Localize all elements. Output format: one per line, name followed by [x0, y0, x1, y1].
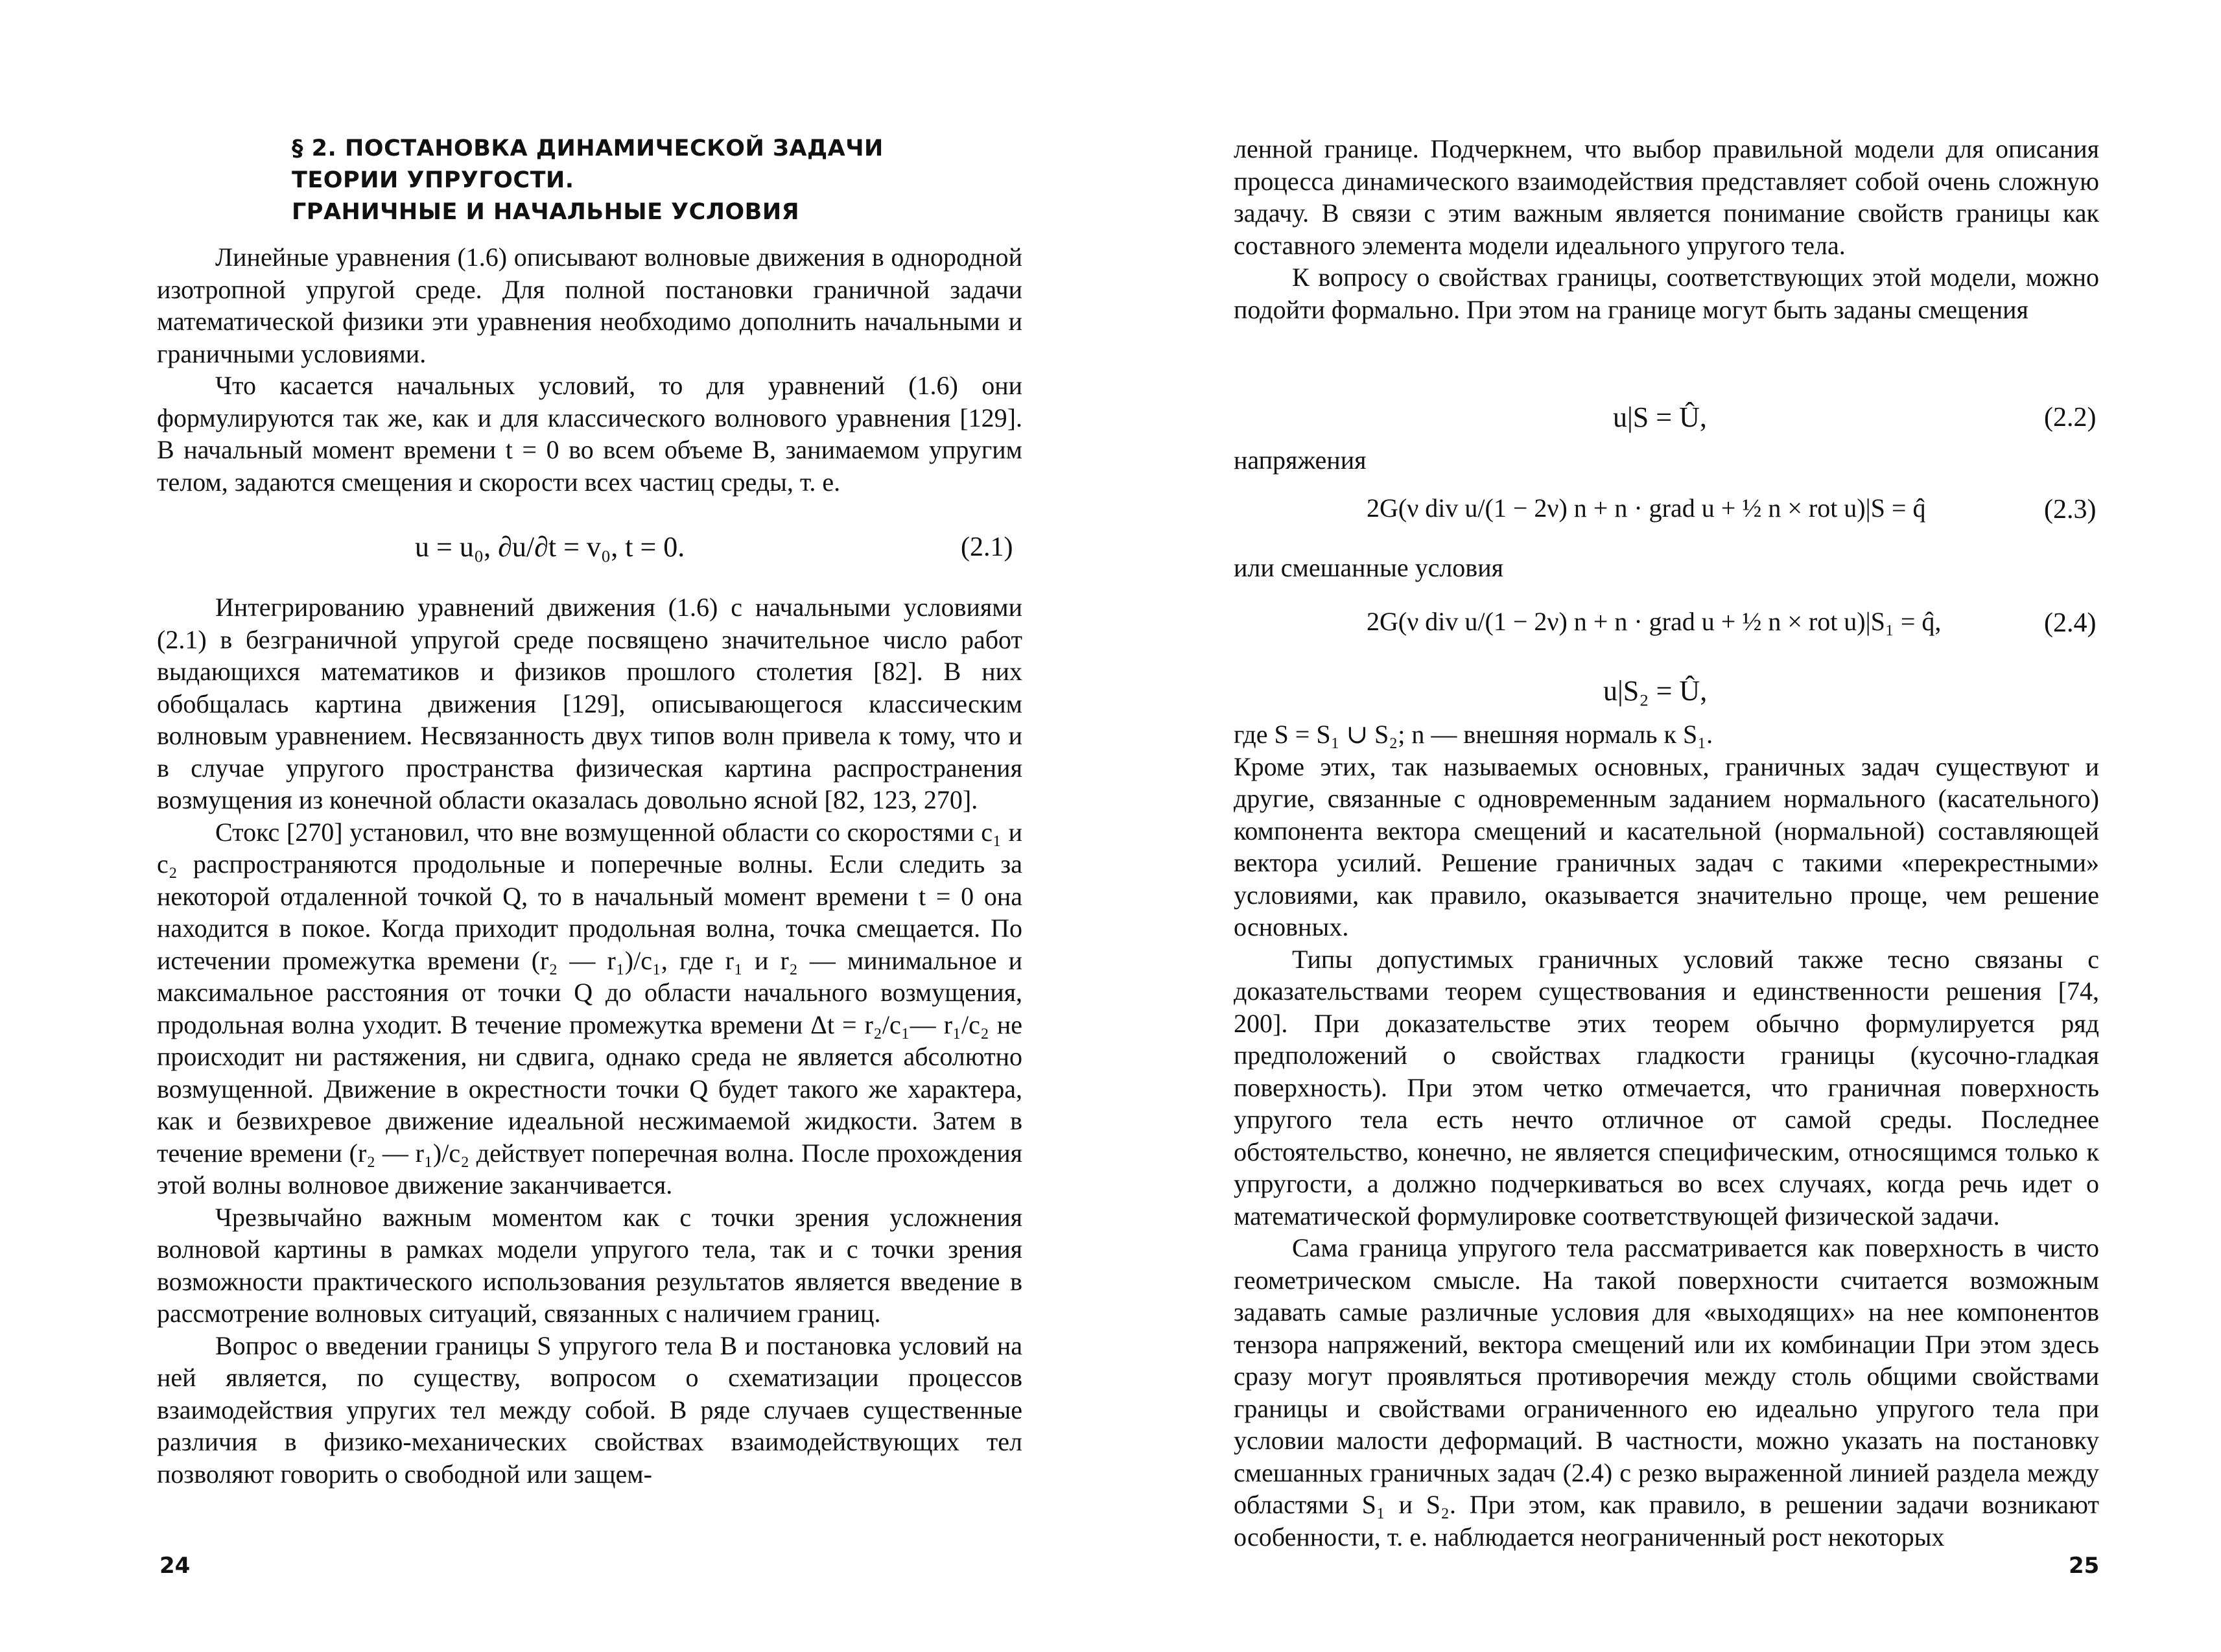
formula-2-1: u = u₀, ∂u/∂t = v₀, t = 0.	[415, 531, 685, 563]
right-text-top	[1234, 133, 2099, 325]
formula-2-4a: 2G(ν div u/(1 − 2ν) n + n · grad u + ½ n × rot u)|S₁ = q̂,	[1367, 607, 1942, 636]
left-text-after-formula	[157, 591, 1022, 1490]
paragraph: Интегрированию уравнений движения (1.6) с начальными условиями (2.1) в безграничной упругой среде посвящено значительное число работ выдающихся математиков и физиков прошлого столетия [82]. В них обобщалась картина движения [129], описывающегося классическим волновым уравнением. Несвязанность двух типов волн привела к тому, что и в случае упругого пространства физическая картина распространения возмущения из конечной области оказалась довольно ясной [82, 123, 270].	[157, 593, 1022, 814]
heading-line-3: ГРАНИЧНЫЕ И НАЧАЛЬНЫЕ УСЛОВИЯ	[292, 199, 800, 225]
heading-line-1: § 2. ПОСТАНОВКА ДИНАМИЧЕСКОЙ ЗАДАЧИ	[292, 136, 884, 161]
paragraph: Вопрос о введении границы S упругого тела B и постановка условий на ней является, по существу, вопросом о схематизации процессов взаимодействия упругих тел между собой. В ряде случаев существенные различия в физико-механических свойствах взаимодействующих тел позволяют говорить о свободной или защем-	[157, 1330, 1022, 1489]
paragraph: Чрезвычайно важным моментом как с точки зрения усложнения волновой картины в рамках модели упругого тела, так и с точки зрения возможности практического использования результатов является введение в рассмотрение волновых ситуаций, связанных с наличием границ.	[157, 1202, 1022, 1328]
page-number: 24	[159, 1553, 191, 1579]
paragraph: ленной границе. Подчеркнем, что выбор правильной модели для описания процесса динамического взаимодействия представляет собой очень сложную задачу. В связи с этим важным является понимание свойств границы как составного элемента модели идеального упругого тела.	[1234, 134, 2099, 260]
formula-2-3: 2G(ν div u/(1 − 2ν) n + n · grad u + ½ n × rot u)|S = q̂	[1367, 493, 1926, 523]
paragraph: Типы допустимых граничных условий также тесно связаны с доказательствами теорем существования и единственности решения [74, 200]. При доказательстве этих теорем обычно формулируется ряд предположений о свойствах гладкости границы (кусочно-гладкая поверхность). При этом четко отмечается, что граничная поверхность упругого тела есть нечто отличное от самой среды. Последнее обстоятельство, конечно, не является специфическим, относящимся только к упругости, а должно подчеркиваться во всех случаях, когда речь идет о математической формулировке соответствующей физической задачи.	[1234, 944, 2099, 1231]
paragraph: Что касается начальных условий, то для уравнений (1.6) они формулируются так же, как и для классического волнового уравнения [129]. В начальный момент времени t = 0 во всем объеме B, занимаемом упругим телом, задаются смещения и скорости всех частиц среды, т. е.	[157, 371, 1022, 497]
paragraph: Кроме этих, так называемых основных, граничных задач существуют и другие, связанные с одновременным заданием нормального (касательного) компонента вектора смещений и касательной (нормальной) составляющей вектора усилий. Решение граничных задач с такими «перекрестными» условиями, как правило, оказывается значительно проще, чем решение основных.	[1234, 751, 2099, 941]
label-mixed-conditions: или смешанные условия	[1234, 553, 1503, 582]
equation-number-2-2: (2.2)	[2044, 403, 2097, 432]
paragraph: Сама граница упругого тела рассматривается как поверхность в чисто геометрическом смысле. На такой поверхности считается возможным задавать самые различные условия для «выходящих» на нее компонентов тензора напряжений, вектора смещений или их комбинации При этом здесь сразу могут проявляться противоречия между столь общими свойствами границы и свойствами ограниченного ею идеально упругого тела при условии малости деформаций. В частности, можно указать на постановку смешанных граничных задач (2.4) с резко выраженной линией раздела между областями S₁ и S₂. При этом, как правило, в решении задачи возникают особенности, т. е. наблюдается неограниченный рост некоторых	[1234, 1233, 2099, 1552]
heading-line-2: ТЕОРИИ УПРУГОСТИ.	[292, 167, 574, 193]
right-page	[1110, 0, 2221, 1652]
formula-2-4b: u|S₂ = Û,	[1603, 675, 1708, 707]
equation-number-2-1: (2.1)	[961, 532, 1013, 562]
left-text-before-formula	[157, 241, 1022, 498]
equation-number-2-3: (2.3)	[2044, 495, 2097, 525]
right-text-bottom	[1234, 718, 2099, 1553]
paragraph: Стокс [270] установил, что вне возмущенной области со скоростями c₁ и c₂ распространяются продольные и поперечные волны. Если следить за некоторой отдаленной точкой Q, то в начальный момент времени t = 0 она находится в покое. Когда приходит продольная волна, точка смещается. По истечении промежутка времени (r₂ — r₁)/c₁, где r₁ и r₂ — минимальное и максимальное расстояния от точки Q до области начального возмущения, продольная волна уходит. В течение промежутка времени Δt = r₂/c₁— r₁/c₂ не происходит ни растяжения, ни сдвига, однако среда не является абсолютно возмущенной. Движение в окрестности точки Q будет такого же характера, как и безвихревое движение идеальной несжимаемой жидкости. Затем в течение времени (r₂ — r₁)/c₂ действует поперечная волна. После прохождения этой волны волновое движение заканчивается.	[157, 817, 1022, 1199]
paragraph: Линейные уравнения (1.6) описывают волновые движения в однородной изотропной упругой среде. Для полной постановки граничной задачи математической физики эти уравнения необходимо дополнить начальными и граничными условиями.	[157, 242, 1022, 368]
left-page	[0, 0, 1110, 1652]
equation-number-2-4: (2.4)	[2044, 608, 2097, 638]
page-number: 25	[2069, 1553, 2100, 1579]
where-line: где S = S₁ ∪ S₂; n — внешняя нормаль к S₁.	[1234, 720, 1713, 749]
label-stress: напряжения	[1234, 445, 1367, 475]
section-heading	[292, 133, 940, 228]
paragraph: К вопросу о свойствах границы, соответствующих этой модели, можно подойти формально. При этом на границе могут быть заданы смещения	[1234, 263, 2099, 324]
formula-2-2: u|S = Û,	[1613, 401, 1707, 433]
